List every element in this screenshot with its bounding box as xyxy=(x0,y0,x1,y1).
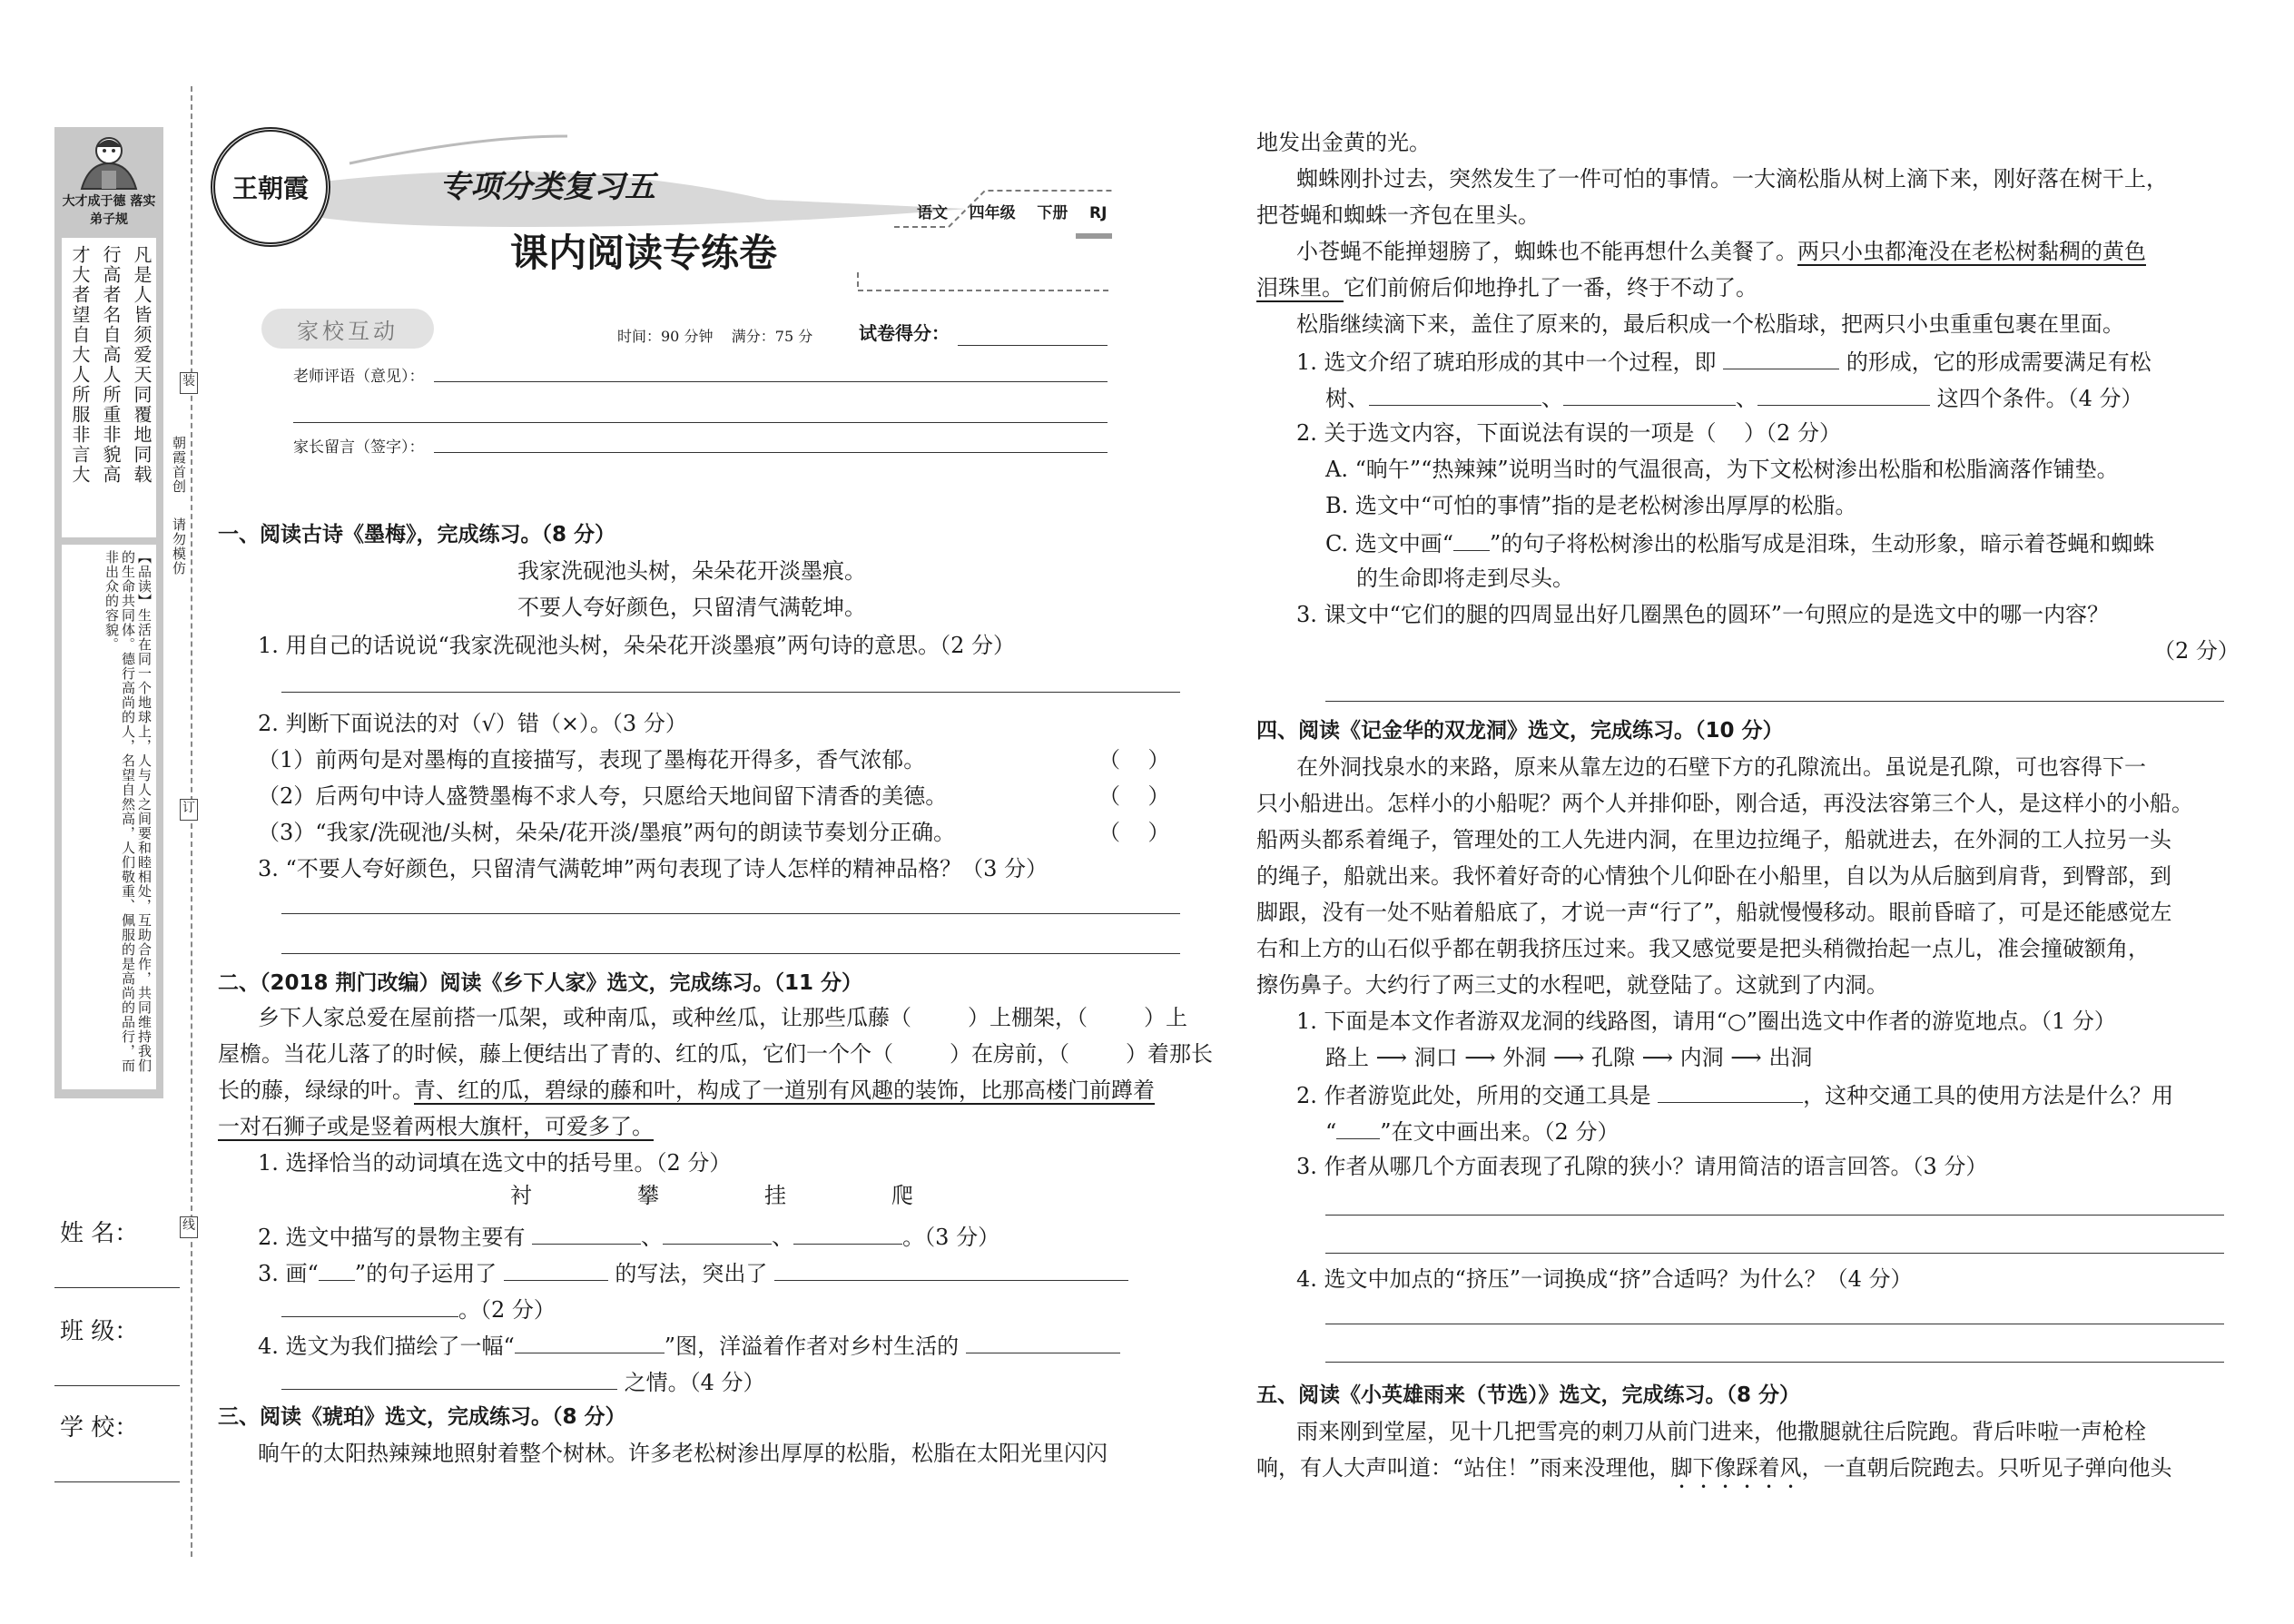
s3-q1 xyxy=(1296,347,2151,376)
s3-q1-b: 的形成，它的形成需要满足有松 xyxy=(1846,349,2151,375)
dash-note-2: 请勿模仿 xyxy=(171,517,187,576)
s4-q1: 1. 下面是本文作者游双龙洞的线路图，请用“○”圈出选文中作者的游览地点。（1 分） xyxy=(1296,1009,2116,1034)
s3-para-6 xyxy=(1256,274,1757,301)
review-title: 专项分类复习五 xyxy=(439,169,655,205)
s2-para-line-1 xyxy=(258,1004,1187,1031)
s2-q2-blank-1[interactable] xyxy=(532,1222,641,1245)
sidebar-verse-col-3: 才大者望自大人所服非言大 xyxy=(69,245,91,485)
s2-q4-a: 4. 选文为我们描绘了一幅“ xyxy=(258,1334,515,1359)
teacher-comment-field-2[interactable] xyxy=(293,422,1108,423)
sidebar-verse xyxy=(62,238,156,537)
s1-q3: 3. “不要人夸好颜色，只留清气满乾坤”两句表现了诗人怎样的精神品格？（3 分） xyxy=(258,856,1048,881)
brand-logo-text: 王朝霞 xyxy=(231,173,309,203)
s1-q2-item-2: （2）后两句中诗人盛赞墨梅不求人夸，只愿给天地间留下清香的美德。 xyxy=(258,783,948,809)
s3-q2-c-b: ”的句子将松树渗出的松脂写成是泪珠，生动形象，暗示着苍蝇和蜘蛛 xyxy=(1490,531,2155,556)
s1-q2-item-1: （1）前两句是对墨梅的直接描写，表现了墨梅花开得多，香气浓郁。 xyxy=(258,747,926,773)
time-info: 时间：90 分钟 满分：75 分 xyxy=(617,328,813,345)
s3-q2-option-b: B. 选文中“可怕的事情”指的是老松树渗出厚厚的松脂。 xyxy=(1325,493,1857,518)
name-label: 姓 名： xyxy=(60,1220,139,1247)
s4-q4: 4. 选文中加点的“挤压”一词换成“挤”合适吗？为什么？（4 分） xyxy=(1296,1266,1913,1292)
mascot-image xyxy=(62,134,156,191)
s3-p5-a: 小苍蝇不能掸翅膀了，蜘蛛也不能再想什么美餐了。 xyxy=(1296,239,1797,264)
school-label: 学 校： xyxy=(60,1414,139,1442)
s4-para-3: 船两头都系着绳子，管理处的工人先进内洞，在里边拉绳子，船就进去，在外洞的工人拉另一头 xyxy=(1256,827,2171,852)
s1-q1: 1. 用自己的话说说“我家洗砚池头树，朵朵花开淡墨痕”两句诗的意思。（2 分） xyxy=(258,633,1015,658)
s3-q1-sep-1: 、 xyxy=(1541,386,1563,411)
paper-title: 课内阅读专练卷 xyxy=(510,231,778,275)
s2-q2-b: 。（3 分） xyxy=(902,1225,1000,1250)
s3-p6-b: 它们前俯后仰地挣扎了一番，终于不动了。 xyxy=(1344,275,1757,300)
cut-mark-2: 订 xyxy=(180,799,198,821)
s4-para-5: 脚跟，没有一处不贴着船底了，才说一声“行了”，船就慢慢移动。眼前昏暗了，可是还能感觉左 xyxy=(1256,900,2172,925)
s2-p2-b: ）在房前，（ xyxy=(950,1041,1069,1067)
teacher-comment-field[interactable] xyxy=(434,381,1108,382)
s4-q2-mark xyxy=(1336,1117,1380,1139)
poem-line-2: 不要人夸好颜色，只留清气满乾坤。 xyxy=(517,595,866,620)
school-field[interactable] xyxy=(54,1481,180,1482)
s5-para-2 xyxy=(1256,1454,2172,1493)
home-school-badge xyxy=(261,309,434,349)
s3-q3-answer[interactable] xyxy=(1325,701,2224,702)
s2-q4-blank-1[interactable] xyxy=(515,1331,665,1353)
s5-para-1: 雨来刚到堂屋，见十几把雪亮的刺刀从前门进来，他撒腿就往后院跑。背后咔啦一声枪栓 xyxy=(1296,1419,2146,1444)
s1-q2-paren-1[interactable]: （ ） xyxy=(1098,747,1170,773)
section5-title: 五、阅读《小英雄雨来（节选）》选文，完成练习。（8 分） xyxy=(1256,1383,1801,1407)
s3-q2-option-a: A. “晌午”“热辣辣”说明当时的气温很高，为下文松树渗出松脂和松脂滴落作铺垫。 xyxy=(1325,457,2119,482)
s2-q2-a: 2. 选文中描写的景物主要有 xyxy=(258,1225,526,1250)
section1-title: 一、阅读古诗《墨梅》，完成练习。（8 分） xyxy=(218,523,616,546)
s3-q1-c: 树、 xyxy=(1325,386,1369,411)
name-field[interactable] xyxy=(54,1287,180,1288)
s2-q3-blank-2[interactable] xyxy=(774,1258,1128,1281)
s4-q3-answer-2[interactable] xyxy=(1325,1253,2224,1254)
s1-q3-answer-2[interactable] xyxy=(281,953,1180,954)
score-field[interactable] xyxy=(958,345,1108,346)
s4-para-7: 擦伤鼻子。大约行了两三丈的水程吧，就登陆了。这就到了内洞。 xyxy=(1256,972,1888,998)
s1-q1-answer[interactable] xyxy=(281,692,1180,693)
s2-q3-cont xyxy=(281,1294,556,1324)
brand-logo xyxy=(211,127,330,247)
s4-para-6: 右和上方的山石似乎都在朝我挤压过来。我又感觉要是把头稍微抬起一点儿，准会撞破额角， xyxy=(1256,936,2150,961)
binding-dashed-line xyxy=(191,86,192,1557)
s5-p2-a: 响，有人大声叫道：“站住！”雨来没理他， xyxy=(1256,1455,1671,1481)
s1-q2-item-3: （3）“我家/洗砚池/头树，朵朵/花开淡/墨痕”两句的朗读节奏划分正确。 xyxy=(258,820,956,845)
s2-q1: 1. 选择恰当的动词填在选文中的括号里。（2 分） xyxy=(258,1150,732,1176)
s3-para-7: 松脂继续滴下来，盖住了原来的，最后积成一个松脂球，把两只小虫重重包裹在里面。 xyxy=(1296,311,2124,337)
s2-q4-blank-3[interactable] xyxy=(281,1367,617,1390)
score-label: 试卷得分： xyxy=(859,322,950,344)
s5-p2-b: 脚下像踩着风 xyxy=(1670,1455,1802,1481)
s2-p3-b: 青、红的瓜，碧绿的藤和叶，构成了一道别有风趣的装饰，比那高楼门前蹲着 xyxy=(414,1078,1155,1103)
s2-q3-b: ”的句子运用了 xyxy=(354,1261,497,1286)
s3-para-4: 把苍蝇和蜘蛛一齐包在里头。 xyxy=(1256,202,1540,228)
parent-message-label: 家长留言（签字）： xyxy=(293,438,425,457)
verb-4: 爬 xyxy=(891,1183,913,1208)
s3-q2-c-a: C. 选文中画“ xyxy=(1325,531,1454,556)
s2-q2-sep-2: 、 xyxy=(772,1225,794,1250)
s4-q4-answer-2[interactable] xyxy=(1325,1362,2224,1363)
section3-title: 三、阅读《琥珀》选文，完成练习。（8 分） xyxy=(218,1405,626,1429)
verb-1: 衬 xyxy=(510,1183,532,1208)
s2-p3-a: 长的藤，绿绿的叶。 xyxy=(218,1078,414,1103)
s2-q2 xyxy=(258,1222,999,1251)
s2-p1-a: 乡下人家总爱在屋前搭一瓜架，或种南瓜，或种丝瓜，让那些瓜藤（ xyxy=(258,1005,911,1030)
sidebar-pindu-box xyxy=(62,545,156,1089)
class-field[interactable] xyxy=(54,1385,180,1386)
s2-q3-d: 。（2 分） xyxy=(458,1297,556,1323)
s3-q1-a: 1. 选文介绍了琥珀形成的其中一个过程，即 xyxy=(1296,349,1717,375)
cut-mark-3: 线 xyxy=(180,1216,198,1238)
sidebar-verse-col-1: 凡是人皆须爱天同覆地同载 xyxy=(131,245,153,485)
s4-q3: 3. 作者从哪几个方面表现了孔隙的狭小？请用简洁的语言回答。（3 分） xyxy=(1296,1154,1988,1179)
s3-q1-cont xyxy=(1325,383,2143,412)
s3-q2-option-c-cont: 的生命即将走到尽头。 xyxy=(1356,566,1574,591)
teacher-comment-label: 老师评语（意见）： xyxy=(293,368,425,386)
s1-q2-paren-2[interactable]: （ ） xyxy=(1098,783,1170,809)
s4-q2-cont xyxy=(1325,1117,1619,1146)
s2-p1-c: ）上 xyxy=(1144,1005,1187,1030)
s2-para-line-4: 一对石狮子或是竖着两根大旗杆，可爱多了。 xyxy=(218,1114,654,1139)
s4-q2-c: “ xyxy=(1325,1119,1337,1145)
verb-3: 挂 xyxy=(764,1183,786,1208)
s3-q1-sep-2: 、 xyxy=(1736,386,1757,411)
s4-para-4: 的绳子，船就出来。我怀着好奇的心情独个儿仰卧在小船里，自以为从后脑到肩背，到臀部，到 xyxy=(1256,863,2171,889)
sidebar-pindu-text: 【品读】生活在同一个地球上，人与人之间要和睦相处，互助合作，共同维持我们的生命共同体。德行高尚的人，名望自然高，人们敬重、佩服的是高尚的品行，而非出众的容貌。 xyxy=(103,550,153,1073)
s3-q2-option-c xyxy=(1325,528,2154,557)
verb-2: 攀 xyxy=(637,1183,659,1208)
s3-p5-b: 两只小虫都淹没在老松树黏稠的黄色 xyxy=(1797,239,2146,264)
cut-mark-1: 装 xyxy=(180,372,198,394)
s2-para-line-3 xyxy=(218,1077,1155,1104)
s3-q1-blank-4[interactable] xyxy=(1757,383,1930,406)
s2-q2-blank-3[interactable] xyxy=(793,1222,902,1245)
s2-q3-blank-1[interactable] xyxy=(504,1258,608,1281)
s1-q2: 2. 判断下面说法的对（√）错（×）。（3 分） xyxy=(258,711,687,736)
s4-q2 xyxy=(1296,1080,2173,1109)
s2-q2-blank-2[interactable] xyxy=(663,1222,772,1245)
s3-q1-blank-3[interactable] xyxy=(1563,383,1736,406)
s2-p2-c: ）着那长 xyxy=(1126,1041,1213,1067)
s2-q3-c: 的写法，突出了 xyxy=(615,1261,768,1286)
dash-note-1: 朝霞首创 xyxy=(171,436,187,494)
s5-p2-c: ，一直朝后院跑去。只听见子弹向他头 xyxy=(1801,1455,2172,1481)
s2-p2-a: 屋檐。当花儿落了的时候，藤上便结出了青的、红的瓜，它们一个个（ xyxy=(218,1041,893,1067)
s2-p1-b: ）上棚架，（ xyxy=(968,1005,1088,1030)
subject-info: 语文 四年级 下册 RJ xyxy=(917,204,1108,222)
class-label: 班 级： xyxy=(60,1318,139,1345)
s3-para-3: 蜘蛛刚扑过去，突然发生了一件可怕的事情。一大滴松脂从树上滴下来，刚好落在树干上， xyxy=(1296,166,2168,192)
s4-q3-answer-1[interactable] xyxy=(1325,1215,2224,1216)
section2-title: 二、（2018 荆门改编）阅读《乡下人家》选文，完成练习。（11 分） xyxy=(218,971,863,995)
s2-q4-c: 之情。（4 分） xyxy=(624,1370,765,1395)
s3-p6-a: 泪珠里。 xyxy=(1256,275,1344,300)
s4-para-1: 在外洞找泉水的来路，原来从靠左边的石壁下方的孔隙流出。虽说是孔隙，可也容得下一 xyxy=(1296,754,2146,780)
s2-q4 xyxy=(258,1331,1120,1360)
s1-q2-paren-3[interactable]: （ ） xyxy=(1098,820,1170,845)
s2-q3-mark xyxy=(319,1258,355,1281)
s3-para-5 xyxy=(1296,238,2146,265)
sidebar-motto: 大才成于德 落实弟子规 xyxy=(62,194,156,227)
s2-q4-blank-2[interactable] xyxy=(966,1331,1120,1353)
s4-q2-blank[interactable] xyxy=(1658,1080,1803,1103)
s4-route: 路上 ⟶ 洞口 ⟶ 外洞 ⟶ 孔隙 ⟶ 内洞 ⟶ 出洞 xyxy=(1325,1045,1813,1070)
s4-q2-b: ，这种交通工具的使用方法是什么？用 xyxy=(1803,1083,2174,1108)
s3-q2: 2. 关于选文内容，下面说法有误的一项是（ ）（2 分） xyxy=(1296,420,1841,446)
s3-para-2: 地发出金黄的光。 xyxy=(1256,130,1431,155)
s2-q2-sep-1: 、 xyxy=(641,1225,664,1250)
s4-q2-d: ”在文中画出来。（2 分） xyxy=(1380,1119,1620,1145)
home-school-label: 家校互动 xyxy=(297,318,399,344)
s2-q4-b: ”图，洋溢着作者对乡村生活的 xyxy=(664,1334,960,1359)
poem-line-1: 我家洗砚池头树，朵朵花开淡墨痕。 xyxy=(517,558,866,584)
s3-q1-blank-1[interactable] xyxy=(1723,347,1839,369)
s3-q1-blank-2[interactable] xyxy=(1369,383,1541,406)
s2-q3-a: 3. 画“ xyxy=(258,1261,319,1286)
section4-title: 四、阅读《记金华的双龙洞》选文，完成练习。（10 分） xyxy=(1256,719,1784,743)
s2-q3 xyxy=(258,1258,1128,1287)
s3-q3-score: （2 分） xyxy=(2153,638,2240,664)
parent-message-field[interactable] xyxy=(434,452,1108,453)
s2-para-line-2 xyxy=(218,1040,1213,1068)
s3-para-1: 晌午的太阳热辣辣地照射着整个树林。许多老松树渗出厚厚的松脂，松脂在太阳光里闪闪 xyxy=(258,1441,1108,1466)
s3-q2-c-mark xyxy=(1453,528,1490,551)
s3-q3: 3. 课文中“它们的腿的四周显出好几圈黑色的圆环”一句照应的是选文中的哪一内容？ xyxy=(1296,602,2110,627)
s3-q1-d: 这四个条件。（4 分） xyxy=(1936,386,2143,411)
s4-q2-a: 2. 作者游览此处，所用的交通工具是 xyxy=(1296,1083,1651,1108)
s2-q3-blank-3[interactable] xyxy=(281,1294,458,1317)
s1-q3-answer-1[interactable] xyxy=(281,913,1180,914)
s2-q4-cont xyxy=(281,1367,765,1396)
sidebar-verse-col-2: 行高者名自高人所重非貌高 xyxy=(100,245,122,485)
s4-para-2: 只小船进出。怎样小的小船呢？两个人并排仰卧，刚合适，再没法容第三个人，是这样小的小船。 xyxy=(1256,791,2193,816)
